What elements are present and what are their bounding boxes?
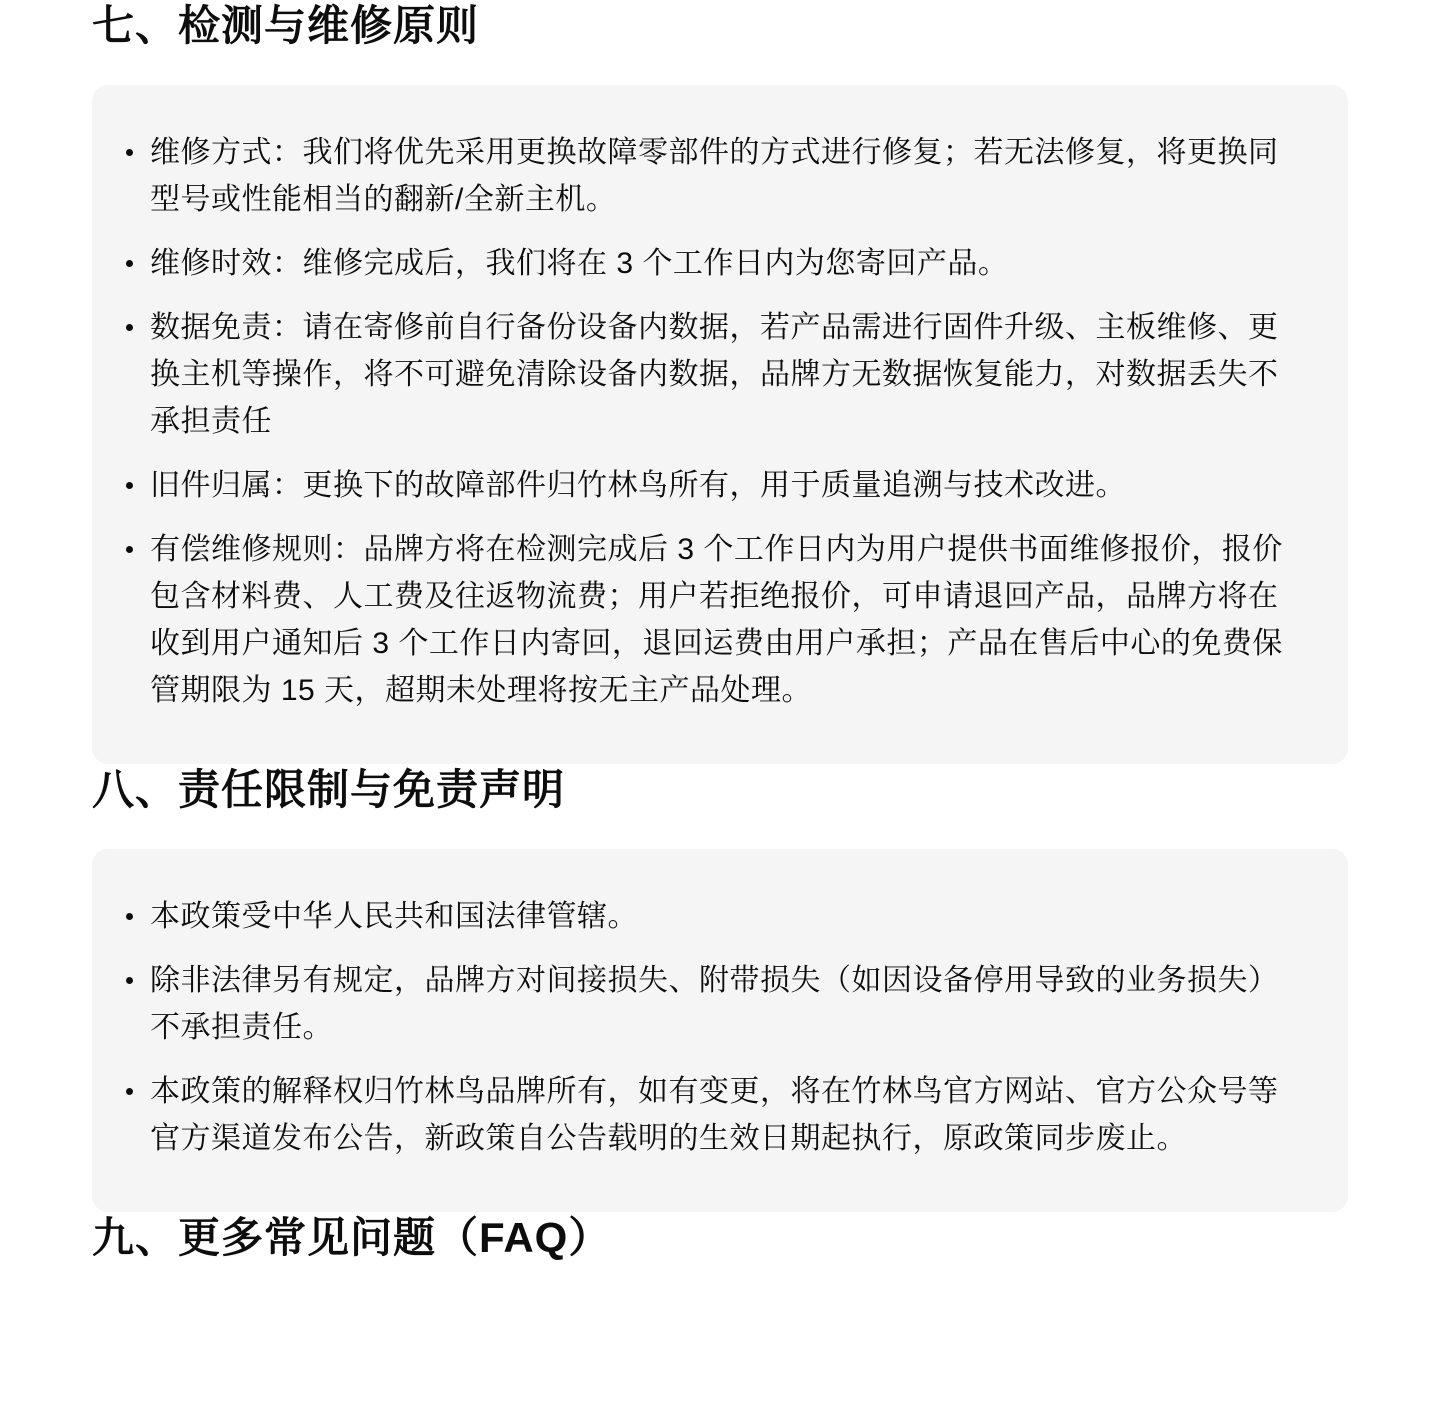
list-item-text: 维修时效：维修完成后，我们将在 3 个工作日内为您寄回产品。 <box>150 247 1009 280</box>
list-item-text: 维修方式：我们将优先采用更换故障零部件的方式进行修复；若无法修复，将更换同型号或性能相当的翻新/全新主机。 <box>150 136 1279 216</box>
list-item <box>124 240 1308 287</box>
list-item-text: 除非法律另有规定，品牌方对间接损失、附带损失（如因设备停用导致的业务损失）不承担责任。 <box>150 964 1279 1044</box>
section-panel-inspection-repair <box>92 85 1348 764</box>
list-item-text: 有偿维修规则：品牌方将在检测完成后 3 个工作日内为用户提供书面维修报价，报价包含材料费、人工费及往返物流费；用户若拒绝报价，可申请退回产品，品牌方将在收到用户通知后 3 个工作日内寄回，退回运费由用户承担；产品在售后中心的免费保管期限为 15 天，超期未处理将按无主产品处理。 <box>150 533 1283 707</box>
bullet-dot-icon <box>126 546 133 553</box>
bullet-dot-icon <box>126 913 133 920</box>
list-item-text: 旧件归属：更换下的故障部件归竹林鸟所有，用于质量追溯与技术改进。 <box>150 469 1126 502</box>
section-heading-faq: 九、更多常见问题（FAQ） <box>92 1214 612 1261</box>
list-item-text: 本政策的解释权归竹林鸟品牌所有，如有变更，将在竹林鸟官方网站、官方公众号等官方渠道发布公告，新政策自公告载明的生效日期起执行，原政策同步废止。 <box>150 1075 1279 1155</box>
list-item <box>124 1068 1308 1162</box>
list-item <box>124 893 1308 940</box>
list-item-text: 本政策受中华人民共和国法律管辖。 <box>150 900 638 933</box>
list-item <box>124 462 1308 509</box>
section-panel-liability-disclaimer <box>92 849 1348 1212</box>
list-item <box>124 304 1308 445</box>
list-item <box>124 526 1308 714</box>
list-item <box>124 957 1308 1051</box>
list-item <box>124 129 1308 223</box>
bullet-dot-icon <box>126 260 133 267</box>
bullet-list-liability-disclaimer <box>124 893 1308 1162</box>
section-heading-liability-disclaimer: 八、责任限制与免责声明 <box>92 766 566 813</box>
bullet-dot-icon <box>126 482 133 489</box>
bullet-dot-icon <box>126 324 133 331</box>
bullet-dot-icon <box>126 149 133 156</box>
list-item-text: 数据免责：请在寄修前自行备份设备内数据，若产品需进行固件升级、主板维修、更换主机等操作，将不可避免清除设备内数据，品牌方无数据恢复能力，对数据丢失不承担责任 <box>150 311 1279 438</box>
bullet-dot-icon <box>126 1088 133 1095</box>
section-heading-inspection-repair: 七、检测与维修原则 <box>92 2 480 49</box>
bullet-dot-icon <box>126 977 133 984</box>
bullet-list-inspection-repair <box>124 129 1308 714</box>
